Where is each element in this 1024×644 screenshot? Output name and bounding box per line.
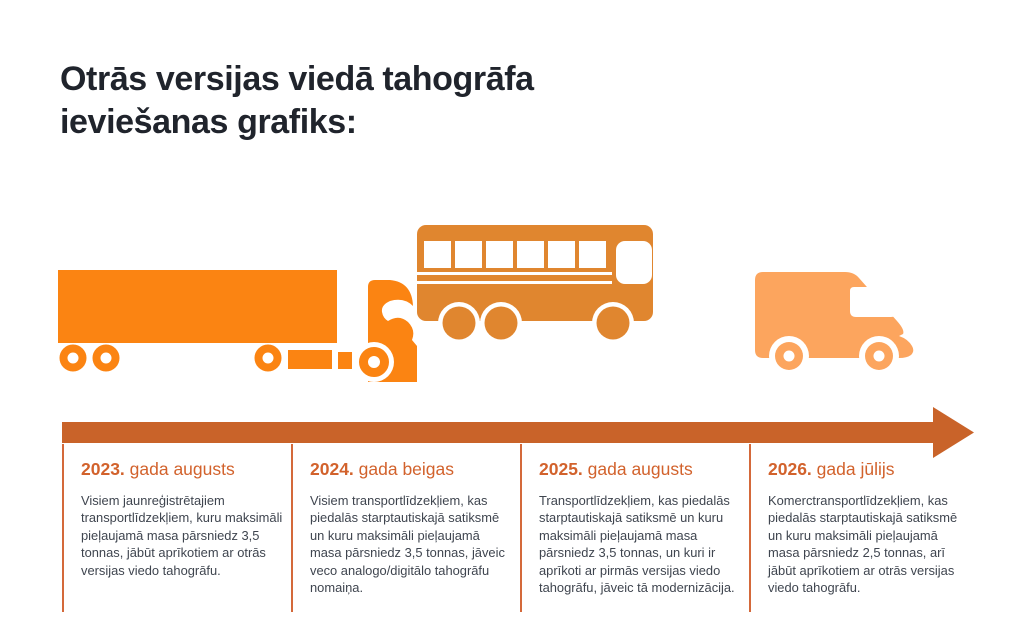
page-title [60, 58, 534, 144]
milestone-description: Visiem jaunreģistrētajiem transportlīdzekļiem, kuru maksimāli pieļaujamā masa pārsniedz 3,5 tonnas, jābūt aprīkotiem ar otrās versijas viedo tahogrāfu. [81, 493, 283, 578]
page-title-line2: ieviešanas grafiks: [60, 103, 357, 141]
milestone-heading [539, 459, 741, 480]
milestone-heading [81, 459, 283, 480]
milestone-year: 2023. [81, 459, 125, 479]
semi-truck-icon [58, 270, 417, 382]
milestone-heading [310, 459, 512, 480]
page-title-line1: Otrās versijas viedā tahogrāfa [60, 60, 534, 98]
milestone-2026 [749, 444, 978, 612]
milestone-year: 2024. [310, 459, 354, 479]
bus-icon [417, 225, 653, 344]
milestone-label: gada augusts [124, 459, 235, 479]
timeline-columns [62, 444, 978, 612]
milestone-2023 [62, 444, 291, 612]
van-icon [755, 272, 913, 376]
milestone-2025 [520, 444, 749, 612]
milestone-year: 2025. [539, 459, 583, 479]
milestone-label: gada beigas [353, 459, 455, 479]
milestone-description: Visiem transportlīdzekļiem, kas piedalās starptautiskajā satiksmē un kuru maksimāli pieļaujamā masa pārsniedz 3,5 tonnas, jāveic veco analogo/digitālo tahogrāfu nomaiņa. [310, 493, 505, 596]
milestone-year: 2026. [768, 459, 812, 479]
milestone-2024 [291, 444, 520, 612]
milestone-label: gada jūlijs [811, 459, 895, 479]
milestone-description: Komerctransportlīdzekļiem, kas piedalās starptautiskajā satiksmē un kuru maksimāli pieļaujamā masa pārsniedz 2,5 tonnas, arī jābūt aprīkotiem ar otrās versijas viedo tahogrāfu. [768, 493, 958, 596]
milestone-label: gada augusts [582, 459, 693, 479]
milestone-heading [768, 459, 970, 480]
milestone-description: Transportlīdzekļiem, kas piedalās starptautiskajā satiksmē un kuru maksimāli pieļaujamā masa pārsniedz 3,5 tonnas, un kuri ir aprīkoti ar pirmās versijas viedo tahogrāfu, jāveic tā modernizācija. [539, 493, 735, 596]
